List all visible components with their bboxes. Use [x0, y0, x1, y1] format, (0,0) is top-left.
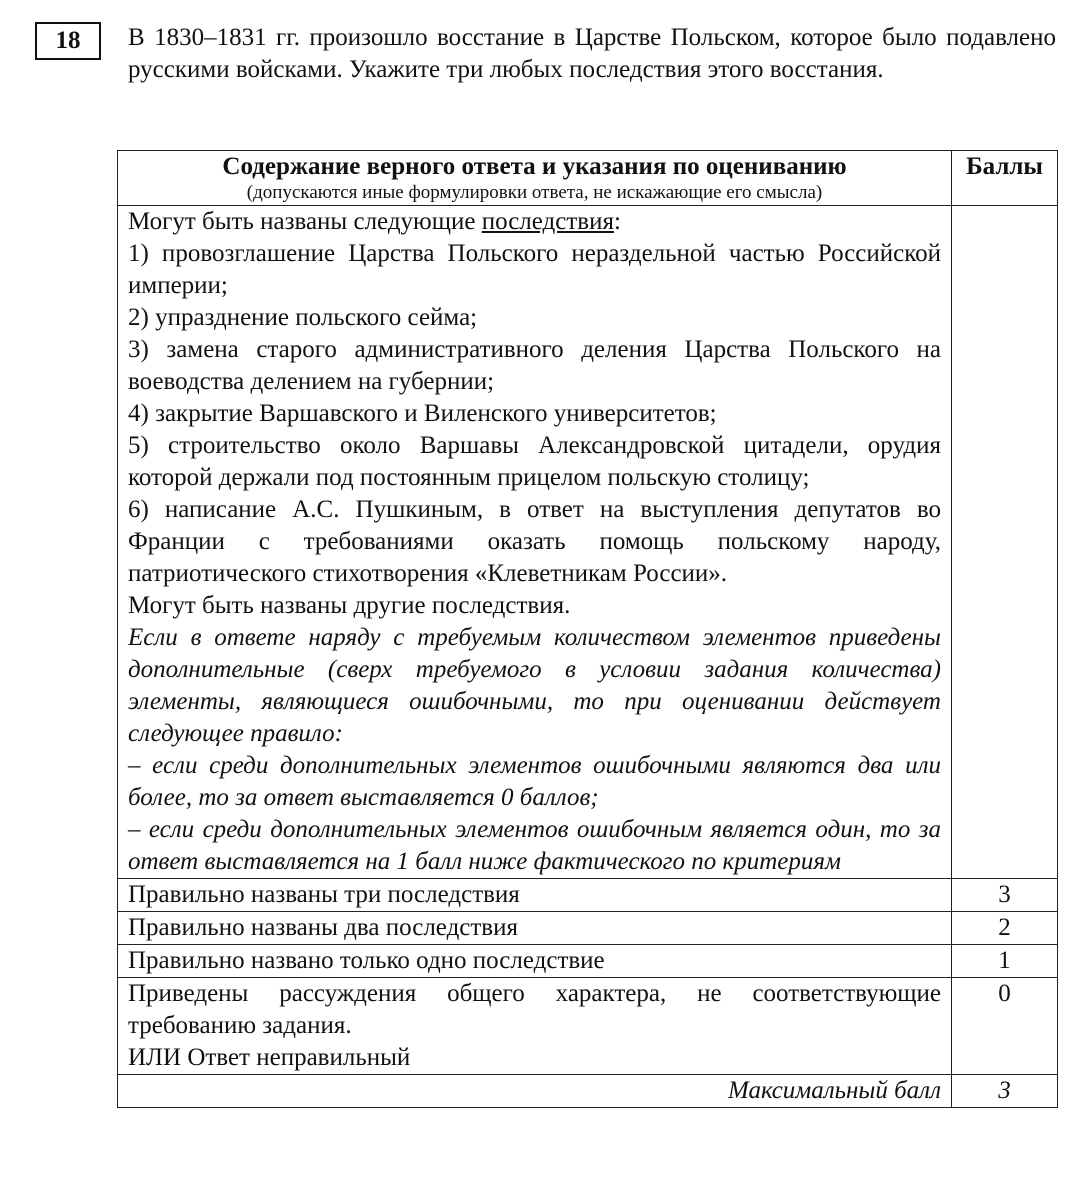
criterion-text: Приведены рассуждения общего характера, не соответствующие требованию задания.	[128, 980, 941, 1039]
list-item: 3) замена старого административного деления Царства Польского на воеводства делением на губернии;	[128, 336, 941, 395]
intro-text: Могут быть названы следующие	[128, 208, 482, 235]
points-empty	[952, 206, 1058, 879]
criterion: Правильно названы три последствия	[118, 879, 952, 912]
list-item: 1) провозглашение Царства Польского нераздельной частью Российской империи;	[128, 240, 941, 299]
table-row	[118, 879, 1058, 912]
points: 3	[952, 879, 1058, 912]
intro-underlined: последствия	[481, 208, 614, 235]
header-title: Содержание верного ответа и указания по оцениванию	[222, 153, 847, 180]
criterion-extra: ИЛИ Ответ неправильный	[128, 1044, 411, 1071]
table-row	[118, 912, 1058, 945]
other-note: Могут быть названы другие последствия.	[128, 592, 571, 619]
max-label: Максимальный балл	[118, 1075, 952, 1108]
header-points: Баллы	[952, 151, 1058, 206]
list-item: 6) написание А.С. Пушкиным, в ответ на выступления депутатов во Франции с требованиями оказать помощь польскому народу, патриотического стихотворения «Клеветникам России».	[128, 496, 941, 587]
list-item: 2) упразднение польского сейма;	[128, 304, 478, 331]
criterion: Правильно названы два последствия	[118, 912, 952, 945]
header-subtitle: (допускаются иные формулировки ответа, не искажающие его смысла)	[246, 182, 823, 203]
list-item: 5) строительство около Варшавы Александровской цитадели, орудия которой держали под постоянным прицелом польскую столицу;	[128, 432, 941, 491]
rule-text: Если в ответе наряду с требуемым количеством элементов приведены дополнительные (сверх требуемого в условии задания количества) элементы, являющиеся ошибочными, то при оценивании действует следующее правило:	[128, 624, 941, 747]
table-header-row	[118, 151, 1058, 206]
task-number: 18	[35, 22, 101, 60]
criterion: Правильно названо только одно последствие	[118, 945, 952, 978]
rule-text: – если среди дополнительных элементов ошибочными являются два или более, то за ответ выставляется 0 баллов;	[128, 752, 941, 811]
table-row	[118, 945, 1058, 978]
intro	[128, 206, 941, 238]
criterion	[118, 978, 952, 1075]
max-points: 3	[952, 1075, 1058, 1108]
max-row	[118, 1075, 1058, 1108]
table-row-content	[118, 206, 1058, 879]
task-question: В 1830–1831 гг. произошло восстание в Царстве Польском, которое было подавлено русскими войсками. Укажите три любых последствия этого восстания.	[128, 24, 1056, 83]
rule-text: – если среди дополнительных элементов ошибочным является один, то за ответ выставляется на 1 балл ниже фактического по критериям	[128, 816, 941, 875]
table-row	[118, 978, 1058, 1075]
list-item: 4) закрытие Варшавского и Виленского университетов;	[128, 400, 717, 427]
points: 2	[952, 912, 1058, 945]
header-content	[118, 151, 952, 206]
points: 1	[952, 945, 1058, 978]
answer-content	[118, 206, 952, 879]
points: 0	[952, 978, 1058, 1075]
intro-suffix: :	[613, 208, 621, 235]
answer-table	[117, 150, 1058, 1108]
